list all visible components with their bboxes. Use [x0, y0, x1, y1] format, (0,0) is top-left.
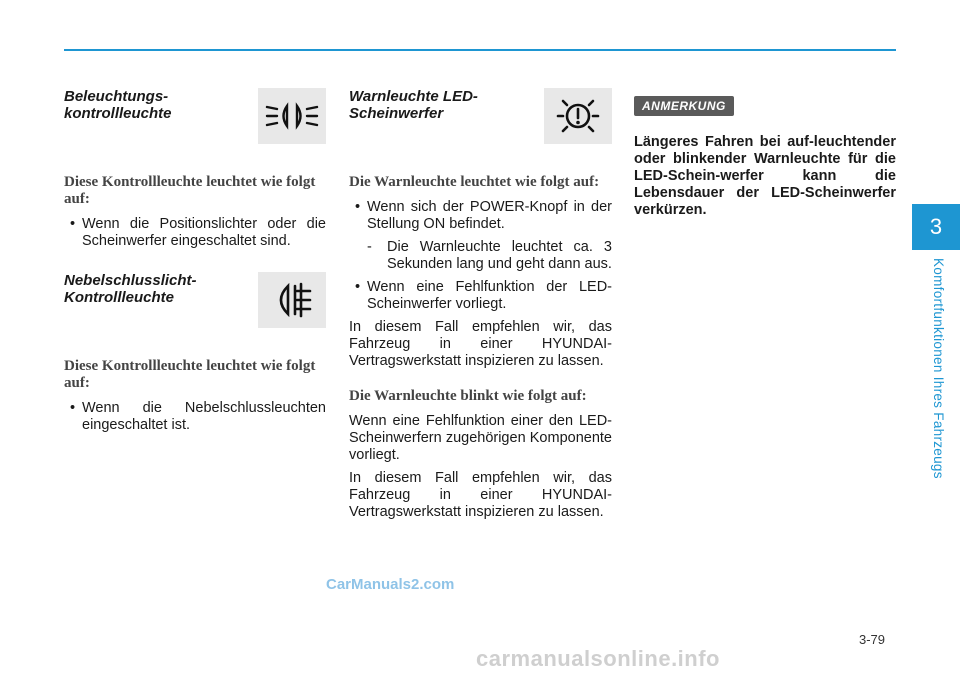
led-headlamp-warning-icon	[544, 88, 612, 144]
paragraph-recommendation-2: In diesem Fall empfehlen wir, das Fahrzeug in einer HYUNDAI-Vertragswerkstatt inspizieren zu lassen.	[349, 470, 612, 520]
bullet-position-light: • Wenn die Positionslichter oder die Scheinwerfer eingeschaltet sind.	[64, 216, 326, 250]
paragraph-recommendation-1: In diesem Fall empfehlen wir, das Fahrzeug in einer HYUNDAI-Vertragswerkstatt inspizieren zu lassen.	[349, 319, 612, 369]
sub-heading-blinks: Die Warnleuchte blinkt wie folgt auf:	[349, 388, 587, 404]
column-2	[349, 88, 612, 527]
paragraph-component-malfunction: Wenn eine Fehlfunktion einer den LED-Scheinwerfern zugehörigen Komponente vorliegt.	[349, 413, 612, 463]
bullet-malfunction: • Wenn eine Fehlfunktion der LED-Scheinwerfer vorliegt.	[349, 279, 612, 313]
sub-heading-lights-up: Die Warnleuchte leuchtet wie folgt auf:	[349, 174, 600, 190]
bullet-power-on: • Wenn sich der POWER-Knopf in der Stellung ON befindet.	[349, 199, 612, 233]
position-light-icon	[258, 88, 326, 144]
section-title-led-warning: Warnleuchte LED- Scheinwerfer	[349, 88, 478, 122]
column-3	[634, 88, 896, 234]
section-header-rear-fog	[64, 272, 326, 336]
page-number: 3-79	[859, 632, 886, 647]
dash-marker: -	[367, 239, 372, 255]
chapter-title-vertical: Komfortfunktionen Ihres Fahrzeugs	[931, 258, 946, 479]
sub-bullet-three-seconds	[349, 239, 612, 273]
section-title-rear-fog: Nebelschlusslicht- Kontrollleuchte	[64, 272, 197, 306]
chapter-tab: 3	[912, 204, 960, 250]
sub-bullet-text: Die Warnleuchte leuchtet ca. 3 Sekunden lang und geht dann aus.	[387, 239, 612, 272]
section-header-led-warning	[349, 88, 612, 152]
column-1	[64, 88, 326, 440]
sub-heading-rear-fog: Diese Kontrollleuchte leuchtet wie folgt auf:	[64, 358, 316, 391]
note-text: Längeres Fahren bei auf-leuchtender oder blinkender Warnleuchte für die LED-Schein-werfer kann die Lebensdauer der LED-Scheinwerfer verkürzen.	[634, 134, 896, 218]
top-rule	[64, 49, 896, 51]
note-badge: ANMERKUNG	[634, 96, 734, 116]
bullet-rear-fog: • Wenn die Nebelschlussleuchten eingeschaltet ist.	[64, 400, 326, 434]
watermark-carmanuals: CarManuals2.com	[326, 576, 455, 593]
sub-heading-position-light: Diese Kontrollleuchte leuchtet wie folgt auf:	[64, 174, 316, 207]
watermark-carmanualsonline: carmanualsonline.info	[476, 646, 720, 671]
section-header-position-light	[64, 88, 326, 152]
rear-fog-light-icon	[258, 272, 326, 328]
section-title-position-light: Beleuchtungs- kontrollleuchte	[64, 88, 172, 122]
